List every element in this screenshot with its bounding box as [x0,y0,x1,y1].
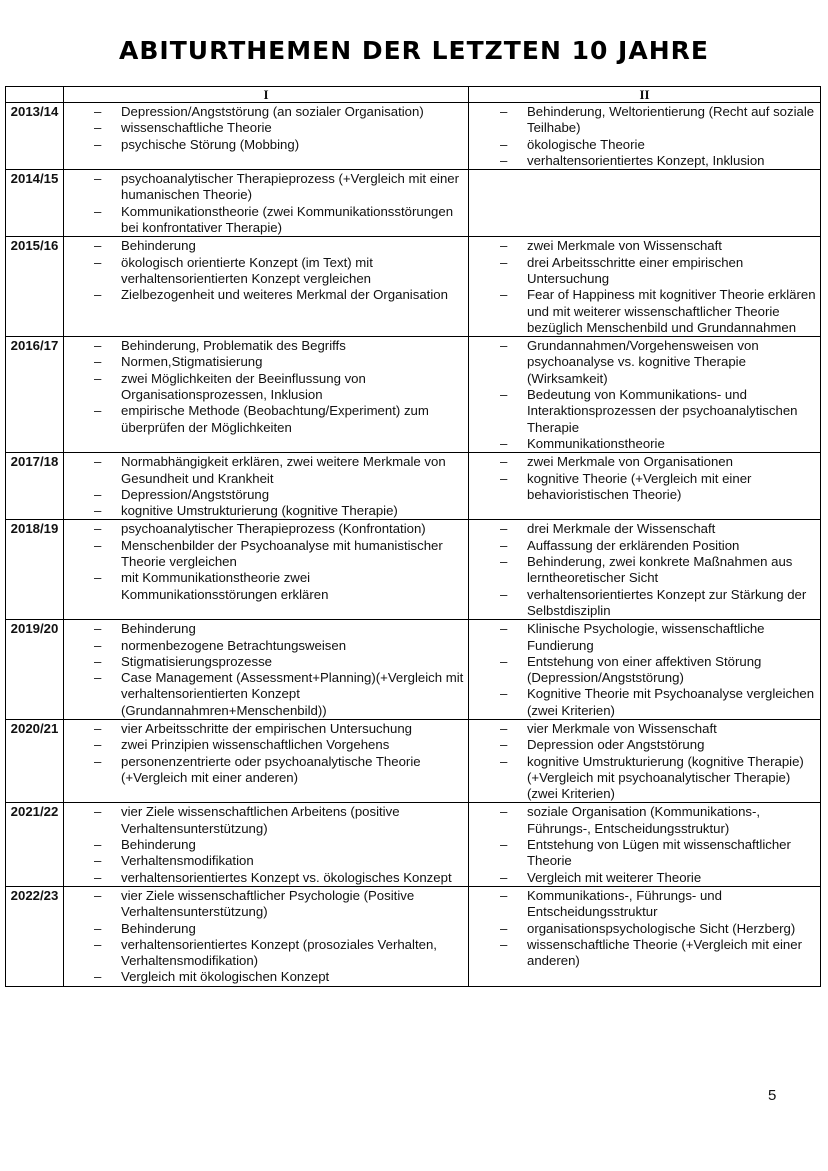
topic-list [64,454,464,519]
topic-text: Behinderung, zwei konkrete Maßnahmen aus lerntheoretischer Sicht [527,554,793,586]
topic-cell-column-i [64,886,469,986]
list-item [469,454,816,470]
list-item [64,888,464,921]
topic-cell-column-ii [469,103,821,170]
topic-text: verhaltensorientiertes Konzept, Inklusion [527,152,765,168]
topic-text: Normabhängigkeit erklären, zwei weitere Merkmale von Gesundheit und Krankheit [121,454,446,486]
topic-text: Behinderung, Weltorientierung (Recht auf soziale Teilhabe) [527,104,815,136]
topic-list [64,888,464,986]
topic-cell-column-i [64,719,469,802]
topic-text: psychische Störung (Mobbing) [121,136,300,152]
dash-bullet: – [94,537,102,553]
topic-list [64,171,464,236]
year-cell: 2017/18 [6,453,64,520]
topic-cell-column-ii [469,520,821,620]
dash-bullet: – [94,621,102,637]
list-item [469,587,816,620]
list-item [64,937,464,970]
dash-bullet: – [94,670,102,686]
list-item [64,521,464,537]
year-cell: 2018/19 [6,520,64,620]
dash-bullet: – [94,254,102,270]
topic-text: Kommunikations-, Führungs- und Entscheidungsstruktur [527,887,722,920]
topic-cell-column-ii [469,803,821,886]
list-item [469,754,816,803]
list-item [64,853,464,869]
list-item [469,870,816,886]
topic-text: Menschenbilder der Psychoanalyse mit humanistischer Theorie vergleichen [121,537,443,570]
dash-bullet: – [500,686,508,702]
topic-text: Kognitive Theorie mit Psychoanalyse vergleichen (zwei Kriterien) [527,686,815,718]
dash-bullet: – [94,720,102,736]
topic-text: Depression/Angststörung [121,486,270,502]
dash-bullet: – [94,403,102,419]
list-item [469,436,816,452]
topic-text: vier Merkmale von Wissenschaft [527,720,717,736]
list-item [469,554,816,587]
dash-bullet: – [500,936,508,952]
topic-list [469,104,816,169]
dash-bullet: – [500,586,508,602]
list-item [469,721,816,737]
topic-text: Klinische Psychologie, wissenschaftliche Fundierung [527,621,765,653]
list-item [469,521,816,537]
list-item [469,686,816,719]
list-item [64,171,464,204]
topic-text: personenzentrierte oder psychoanalytische Theorie (+Vergleich mit einer anderen) [121,753,421,785]
dash-bullet: – [94,521,102,537]
table-header-row [6,87,821,103]
topic-text: Entstehung von Lügen mit wissenschaftlicher Theorie [527,837,791,869]
list-item [64,969,464,985]
topic-list [469,238,816,336]
dash-bullet: – [500,887,508,903]
topic-cell-column-ii [469,170,821,237]
topic-cell-column-i [64,453,469,520]
topic-text: normenbezogene Betrachtungsweisen [121,637,347,653]
dash-bullet: – [94,570,102,586]
dash-bullet: – [94,454,102,470]
list-item [469,104,816,137]
year-cell: 2021/22 [6,803,64,886]
topic-text: empirische Methode (Beobachtung/Experiment) zum überprüfen der Möglichkeiten [121,403,429,435]
list-item [469,153,816,169]
topic-list [64,521,464,602]
topic-text: Entstehung von einer affektiven Störung (Depression/Angststörung) [527,653,762,686]
list-item [64,255,464,288]
topic-text: zwei Prinzipien wissenschaftlichen Vorgehens [121,737,390,753]
year-cell: 2022/23 [6,886,64,986]
list-item [469,654,816,687]
dash-bullet: – [500,621,508,637]
topic-text: zwei Merkmale von Wissenschaft [527,238,722,254]
topic-text: Behinderung [121,621,196,637]
table-row [6,520,821,620]
dash-bullet: – [94,753,102,769]
list-item [469,937,816,970]
list-item [469,137,816,153]
topic-text: kognitive Umstrukturierung (kognitive Therapie) [121,503,398,519]
topic-cell-column-ii [469,237,821,337]
dash-bullet: – [94,837,102,853]
dash-bullet: – [94,853,102,869]
topic-list [469,454,816,503]
year-cell: 2016/17 [6,337,64,453]
dash-bullet: – [500,521,508,537]
dash-bullet: – [94,920,102,936]
topic-text: Case Management (Assessment+Planning)(+Vergleich mit verhaltensorientierten Konzept (Grundannahmren+Menschenbild)) [121,670,464,718]
dash-bullet: – [94,354,102,370]
list-item [64,737,464,753]
topic-list [469,521,816,619]
list-item [469,338,816,387]
dash-bullet: – [500,920,508,936]
topic-text: Verhaltensmodifikation [121,853,254,869]
topic-text: Normen,Stigmatisierung [121,354,263,370]
topic-cell-column-i [64,237,469,337]
topic-text: kognitive Theorie (+Vergleich mit einer behavioristischen Theorie) [527,470,752,502]
year-cell: 2013/14 [6,103,64,170]
topic-cell-column-i [64,620,469,720]
dash-bullet: – [500,238,508,254]
topic-text: verhaltensorientiertes Konzept zur Stärkung der Selbstdisziplin [527,586,807,618]
topic-text: Bedeutung von Kommunikations- und Interaktionsprozessen der psychoanalytischen Therapie [527,387,798,435]
topic-text: psychoanalytischer Therapieprozess (Konfrontation) [121,521,426,537]
dash-bullet: – [500,287,508,303]
dash-bullet: – [94,737,102,753]
topic-cell-column-i [64,520,469,620]
list-item [64,120,464,136]
topic-text: Behinderung [121,837,196,853]
list-item [64,287,464,303]
table-row [6,170,821,237]
topic-list [469,721,816,802]
topic-text: wissenschaftliche Theorie [121,120,272,136]
dash-bullet: – [500,152,508,168]
topics-table [5,86,821,987]
dash-bullet: – [500,869,508,885]
dash-bullet: – [500,537,508,553]
table-row [6,237,821,337]
dash-bullet: – [94,869,102,885]
topic-list [64,804,464,885]
topic-text: Kommunikationstheorie (zwei Kommunikationsstörungen bei konfrontativer Therapie) [121,203,454,236]
dash-bullet: – [94,969,102,985]
list-item [64,503,464,519]
topic-text: zwei Merkmale von Organisationen [527,454,733,470]
topic-text: Depression oder Angststörung [527,737,705,753]
dash-bullet: – [94,936,102,952]
list-item [64,354,464,370]
list-item [64,804,464,837]
topic-text: Behinderung, Problematik des Begriffs [121,338,346,354]
topic-list [469,621,816,719]
table-row [6,620,821,720]
topic-list [64,721,464,786]
dash-bullet: – [94,104,102,119]
dash-bullet: – [94,887,102,903]
dash-bullet: – [94,203,102,219]
list-item [469,921,816,937]
list-item [469,804,816,837]
topic-list [64,104,464,153]
topic-list [64,238,464,303]
dash-bullet: – [94,287,102,303]
topic-text: zwei Möglichkeiten der Beeinflussung von Organisationsprozessen, Inklusion [121,370,366,403]
list-item [469,238,816,254]
list-item [64,570,464,603]
dash-bullet: – [500,435,508,451]
topic-text: Vergleich mit weiterer Theorie [527,869,702,885]
topic-cell-column-i [64,170,469,237]
list-item [64,837,464,853]
topic-list [64,621,464,719]
year-cell: 2020/21 [6,719,64,802]
dash-bullet: – [500,338,508,354]
list-item [469,888,816,921]
dash-bullet: – [500,104,508,119]
dash-bullet: – [94,637,102,653]
topic-cell-column-ii [469,337,821,453]
year-cell: 2015/16 [6,237,64,337]
list-item [469,287,816,336]
dash-bullet: – [94,238,102,254]
topic-text: verhaltensorientiertes Konzept (prosoziales Verhalten, Verhaltensmodifikation) [121,936,437,969]
header-column-i: I [64,87,469,103]
table-row [6,803,821,886]
dash-bullet: – [500,470,508,486]
list-item [64,721,464,737]
dash-bullet: – [500,136,508,152]
dash-bullet: – [500,454,508,470]
topic-list [469,888,816,969]
topic-text: Behinderung [121,238,196,254]
year-cell: 2019/20 [6,620,64,720]
topic-cell-column-i [64,103,469,170]
list-item [469,471,816,504]
topic-cell-column-ii [469,620,821,720]
dash-bullet: – [94,370,102,386]
list-item [64,204,464,237]
list-item [64,238,464,254]
topic-list [64,338,464,436]
page-number: 5 [768,1087,777,1104]
list-item [64,621,464,637]
list-item [469,387,816,436]
dash-bullet: – [94,486,102,502]
topic-text: verhaltensorientiertes Konzept vs. ökologisches Konzept [121,869,452,885]
topic-text: Zielbezogenheit und weiteres Merkmal der Organisation [121,287,448,303]
dash-bullet: – [500,720,508,736]
dash-bullet: – [500,387,508,403]
dash-bullet: – [94,120,102,136]
list-item [469,737,816,753]
list-item [64,338,464,354]
topic-text: Depression/Angststörung (an sozialer Organisation) [121,104,424,119]
dash-bullet: – [500,254,508,270]
header-year [6,87,64,103]
topic-text: ökologisch orientierte Konzept (im Text) mit verhaltensorientierten Konzept vergleichen [121,254,373,286]
table-row [6,337,821,453]
topic-text: ökologische Theorie [527,136,645,152]
dash-bullet: – [500,753,508,769]
dash-bullet: – [94,338,102,354]
list-item [64,754,464,787]
topic-cell-column-ii [469,886,821,986]
topic-text: Fear of Happiness mit kognitiver Theorie erklären und mit weiterer wissenschaftlicher Theorie bezüglich Menschenbild und Grundannahmen [527,287,816,335]
topic-text: vier Ziele wissenschaftlichen Arbeitens (positive Verhaltensunterstützung) [121,804,400,836]
topic-cell-column-ii [469,453,821,520]
list-item [64,538,464,571]
topic-cell-column-i [64,337,469,453]
dash-bullet: – [94,136,102,152]
list-item [64,638,464,654]
topic-text: Kommunikationstheorie [527,435,665,451]
topic-text: soziale Organisation (Kommunikations-, Führungs-, Entscheidungsstruktur) [527,804,761,836]
topic-text: drei Merkmale der Wissenschaft [527,521,716,537]
dash-bullet: – [500,737,508,753]
list-item [64,654,464,670]
dash-bullet: – [500,554,508,570]
topic-text: Grundannahmen/Vorgehensweisen von psychoanalyse vs. kognitive Therapie (Wirksamkeit) [527,338,759,386]
dash-bullet: – [94,653,102,669]
list-item [64,921,464,937]
topic-text: kognitive Umstrukturierung (kognitive Therapie)(+Vergleich mit psychoanalytischer Therapie) (zwei Kriterien) [527,753,804,802]
topic-text: drei Arbeitsschritte einer empirischen Untersuchung [527,254,744,286]
list-item [469,621,816,654]
page-title: ABITURTHEMEN DER LETZTEN 10 JAHRE [119,36,709,65]
list-item [64,487,464,503]
dash-bullet: – [500,837,508,853]
dash-bullet: – [94,171,102,187]
list-item [64,870,464,886]
topic-text: Stigmatisierungsprozesse [121,653,272,669]
topic-text: psychoanalytischer Therapieprozess (+Vergleich mit einer humanischen Theorie) [121,171,460,203]
topic-text: vier Ziele wissenschaftlicher Psychologie (Positive Verhaltensunterstützung) [121,887,415,920]
dash-bullet: – [94,503,102,519]
topic-text: wissenschaftliche Theorie (+Vergleich mit einer anderen) [527,936,802,969]
list-item [469,538,816,554]
year-cell: 2014/15 [6,170,64,237]
list-item [64,371,464,404]
table-body [6,103,821,987]
table-row [6,103,821,170]
topic-list [469,338,816,452]
topic-text: organisationspsychologische Sicht (Herzberg) [527,920,796,936]
list-item [64,403,464,436]
dash-bullet: – [500,804,508,820]
list-item [469,255,816,288]
header-column-ii: II [469,87,821,103]
topic-list [469,804,816,885]
table-row [6,453,821,520]
list-item [64,454,464,487]
topic-cell-column-ii [469,719,821,802]
list-item [64,104,464,120]
topic-text: Vergleich mit ökologischen Konzept [121,969,330,985]
list-item [64,137,464,153]
dash-bullet: – [500,653,508,669]
topic-cell-column-i [64,803,469,886]
list-item [469,837,816,870]
topic-text: Behinderung [121,920,196,936]
topic-text: mit Kommunikationstheorie zwei Kommunikationsstörungen erklären [121,570,329,602]
dash-bullet: – [94,804,102,820]
list-item [64,670,464,719]
table-row [6,886,821,986]
topic-text: Auffassung der erklärenden Position [527,537,740,553]
topic-text: vier Arbeitsschritte der empirischen Untersuchung [121,720,412,736]
table-row [6,719,821,802]
